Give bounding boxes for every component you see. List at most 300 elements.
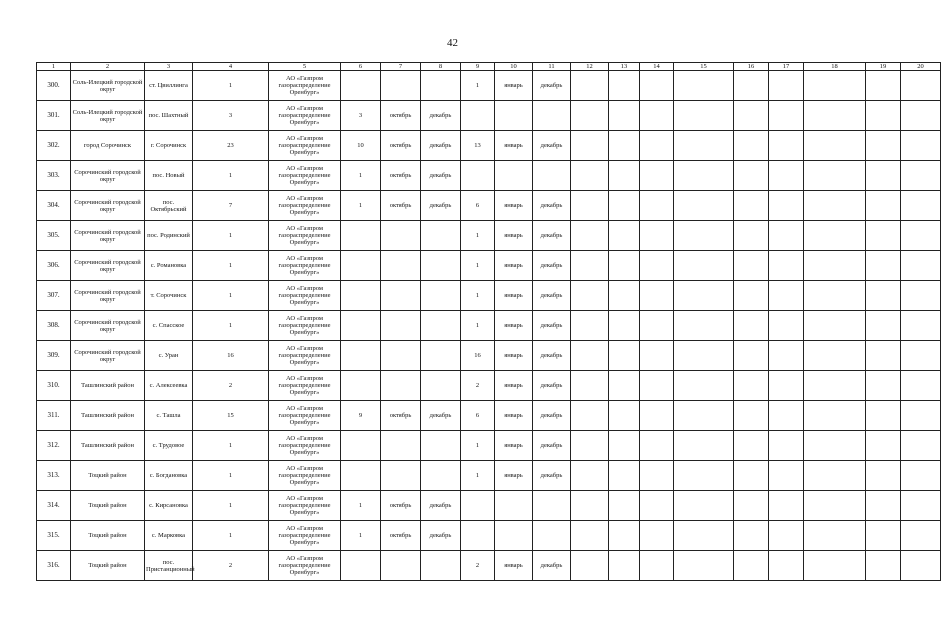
row-number: 309. (37, 341, 71, 371)
col6-cell: 1 (341, 521, 381, 551)
column-number-row (37, 63, 941, 71)
column-number-cell: 15 (674, 63, 734, 71)
empty-cell (804, 431, 866, 461)
col9-cell: 1 (461, 221, 495, 251)
empty-cell (674, 161, 734, 191)
empty-cell (734, 221, 769, 251)
empty-cell (804, 341, 866, 371)
column-number-cell: 16 (734, 63, 769, 71)
table-row (37, 191, 941, 221)
district-cell: Сорочинский городской округ (71, 251, 145, 281)
col7-cell: октябрь (381, 401, 421, 431)
column-number-cell: 8 (421, 63, 461, 71)
col11-cell (533, 101, 571, 131)
col11-cell (533, 161, 571, 191)
empty-cell (571, 101, 609, 131)
empty-cell (901, 341, 941, 371)
district-cell: Ташлинский район (71, 371, 145, 401)
empty-cell (866, 401, 901, 431)
col8-cell (421, 371, 461, 401)
col6-cell: 9 (341, 401, 381, 431)
col10-cell: январь (495, 281, 533, 311)
table-row (37, 131, 941, 161)
count-cell: 1 (193, 431, 269, 461)
column-number-cell: 18 (804, 63, 866, 71)
col6-cell (341, 71, 381, 101)
row-number: 308. (37, 311, 71, 341)
empty-cell (640, 401, 674, 431)
empty-cell (571, 551, 609, 581)
organization-cell: АО «Газпром газораспределение Оренбург» (269, 161, 341, 191)
col9-cell (461, 491, 495, 521)
district-cell: город Сорочинск (71, 131, 145, 161)
col9-cell: 2 (461, 371, 495, 401)
empty-cell (571, 131, 609, 161)
count-cell: 1 (193, 281, 269, 311)
settlement-cell: пос. Октябрьский (145, 191, 193, 221)
table-row (37, 521, 941, 551)
empty-cell (674, 281, 734, 311)
col8-cell (421, 551, 461, 581)
col9-cell: 1 (461, 281, 495, 311)
empty-cell (804, 311, 866, 341)
empty-cell (769, 101, 804, 131)
column-number-cell: 2 (71, 63, 145, 71)
col8-cell (421, 311, 461, 341)
empty-cell (901, 281, 941, 311)
organization-cell: АО «Газпром газораспределение Оренбург» (269, 401, 341, 431)
count-cell: 7 (193, 191, 269, 221)
row-number: 304. (37, 191, 71, 221)
district-cell: Тоцкий район (71, 551, 145, 581)
col9-cell: 16 (461, 341, 495, 371)
empty-cell (674, 401, 734, 431)
empty-cell (769, 491, 804, 521)
empty-cell (901, 461, 941, 491)
empty-cell (866, 431, 901, 461)
empty-cell (901, 311, 941, 341)
empty-cell (609, 461, 640, 491)
organization-cell: АО «Газпром газораспределение Оренбург» (269, 431, 341, 461)
col8-cell (421, 281, 461, 311)
empty-cell (866, 281, 901, 311)
empty-cell (866, 311, 901, 341)
empty-cell (571, 401, 609, 431)
col11-cell: декабрь (533, 431, 571, 461)
col7-cell: октябрь (381, 161, 421, 191)
table-row (37, 401, 941, 431)
column-number-cell: 20 (901, 63, 941, 71)
empty-cell (804, 191, 866, 221)
empty-cell (901, 431, 941, 461)
col10-cell: январь (495, 551, 533, 581)
empty-cell (901, 251, 941, 281)
table-row (37, 251, 941, 281)
empty-cell (769, 251, 804, 281)
col8-cell (421, 461, 461, 491)
district-cell: Сорочинский городской округ (71, 191, 145, 221)
table-row (37, 221, 941, 251)
col11-cell: декабрь (533, 131, 571, 161)
col8-cell: декабрь (421, 521, 461, 551)
row-number: 306. (37, 251, 71, 281)
empty-cell (866, 371, 901, 401)
table-row (37, 71, 941, 101)
gasification-table (36, 62, 941, 581)
col6-cell (341, 371, 381, 401)
empty-cell (901, 221, 941, 251)
table-row (37, 311, 941, 341)
district-cell: Тоцкий район (71, 491, 145, 521)
empty-cell (804, 101, 866, 131)
empty-cell (571, 251, 609, 281)
col10-cell: январь (495, 311, 533, 341)
empty-cell (571, 161, 609, 191)
district-cell: Соль-Илецкий городской округ (71, 71, 145, 101)
col7-cell: октябрь (381, 191, 421, 221)
col6-cell: 1 (341, 491, 381, 521)
row-number: 311. (37, 401, 71, 431)
col6-cell (341, 431, 381, 461)
empty-cell (866, 491, 901, 521)
empty-cell (769, 311, 804, 341)
empty-cell (571, 521, 609, 551)
col9-cell: 1 (461, 71, 495, 101)
empty-cell (674, 551, 734, 581)
organization-cell: АО «Газпром газораспределение Оренбург» (269, 221, 341, 251)
empty-cell (609, 491, 640, 521)
empty-cell (734, 131, 769, 161)
empty-cell (734, 311, 769, 341)
empty-cell (804, 161, 866, 191)
empty-cell (734, 461, 769, 491)
empty-cell (674, 191, 734, 221)
district-cell: Сорочинский городской округ (71, 281, 145, 311)
empty-cell (640, 461, 674, 491)
district-cell: Ташлинский район (71, 401, 145, 431)
col7-cell: октябрь (381, 491, 421, 521)
empty-cell (640, 251, 674, 281)
col8-cell: декабрь (421, 131, 461, 161)
col9-cell (461, 161, 495, 191)
settlement-cell: пос. Пристанционный (145, 551, 193, 581)
col7-cell (381, 371, 421, 401)
column-number-cell: 12 (571, 63, 609, 71)
col11-cell: декабрь (533, 251, 571, 281)
empty-cell (804, 551, 866, 581)
empty-cell (866, 521, 901, 551)
empty-cell (866, 461, 901, 491)
empty-cell (769, 221, 804, 251)
empty-cell (640, 521, 674, 551)
column-number-cell: 17 (769, 63, 804, 71)
settlement-cell: пос. Родинский (145, 221, 193, 251)
organization-cell: АО «Газпром газораспределение Оренбург» (269, 371, 341, 401)
empty-cell (674, 371, 734, 401)
empty-cell (609, 551, 640, 581)
empty-cell (901, 551, 941, 581)
empty-cell (640, 341, 674, 371)
empty-cell (609, 101, 640, 131)
column-number-cell: 7 (381, 63, 421, 71)
col10-cell (495, 161, 533, 191)
empty-cell (866, 131, 901, 161)
col11-cell: декабрь (533, 191, 571, 221)
empty-cell (866, 161, 901, 191)
empty-cell (901, 71, 941, 101)
empty-cell (901, 401, 941, 431)
count-cell: 1 (193, 161, 269, 191)
empty-cell (804, 521, 866, 551)
col8-cell (421, 221, 461, 251)
col10-cell: январь (495, 431, 533, 461)
empty-cell (674, 491, 734, 521)
empty-cell (901, 491, 941, 521)
empty-cell (734, 101, 769, 131)
empty-cell (609, 521, 640, 551)
column-number-cell: 11 (533, 63, 571, 71)
col8-cell (421, 341, 461, 371)
organization-cell: АО «Газпром газораспределение Оренбург» (269, 461, 341, 491)
empty-cell (674, 251, 734, 281)
column-number-cell: 3 (145, 63, 193, 71)
empty-cell (609, 251, 640, 281)
organization-cell: АО «Газпром газораспределение Оренбург» (269, 491, 341, 521)
table-row (37, 431, 941, 461)
empty-cell (769, 461, 804, 491)
empty-cell (640, 311, 674, 341)
count-cell: 3 (193, 101, 269, 131)
col11-cell (533, 491, 571, 521)
district-cell: Сорочинский городской округ (71, 341, 145, 371)
empty-cell (734, 161, 769, 191)
col9-cell: 2 (461, 551, 495, 581)
col9-cell (461, 101, 495, 131)
empty-cell (866, 101, 901, 131)
empty-cell (571, 281, 609, 311)
empty-cell (901, 521, 941, 551)
row-number: 316. (37, 551, 71, 581)
col10-cell: январь (495, 71, 533, 101)
col10-cell (495, 521, 533, 551)
empty-cell (769, 401, 804, 431)
col9-cell: 13 (461, 131, 495, 161)
col9-cell: 1 (461, 461, 495, 491)
table-row (37, 371, 941, 401)
row-number: 313. (37, 461, 71, 491)
district-cell: Тоцкий район (71, 461, 145, 491)
table-row (37, 551, 941, 581)
empty-cell (769, 131, 804, 161)
column-number-cell: 9 (461, 63, 495, 71)
empty-cell (674, 461, 734, 491)
col10-cell: январь (495, 131, 533, 161)
row-number: 305. (37, 221, 71, 251)
settlement-cell: с. Алексеевка (145, 371, 193, 401)
settlement-cell: пос. Новый (145, 161, 193, 191)
column-number-cell: 10 (495, 63, 533, 71)
empty-cell (609, 311, 640, 341)
empty-cell (901, 131, 941, 161)
settlement-cell: с. Романовка (145, 251, 193, 281)
empty-cell (866, 221, 901, 251)
empty-cell (571, 71, 609, 101)
empty-cell (640, 191, 674, 221)
empty-cell (609, 431, 640, 461)
empty-cell (571, 491, 609, 521)
col8-cell: декабрь (421, 161, 461, 191)
count-cell: 16 (193, 341, 269, 371)
table-row (37, 341, 941, 371)
column-number-cell: 14 (640, 63, 674, 71)
empty-cell (804, 131, 866, 161)
district-cell: Соль-Илецкий городской округ (71, 101, 145, 131)
empty-cell (734, 431, 769, 461)
empty-cell (769, 551, 804, 581)
empty-cell (609, 371, 640, 401)
col6-cell (341, 311, 381, 341)
settlement-cell: с. Трудовое (145, 431, 193, 461)
col6-cell (341, 251, 381, 281)
table-row (37, 161, 941, 191)
empty-cell (769, 161, 804, 191)
empty-cell (640, 221, 674, 251)
empty-cell (571, 371, 609, 401)
col9-cell: 6 (461, 191, 495, 221)
empty-cell (866, 341, 901, 371)
col7-cell (381, 431, 421, 461)
table-row (37, 281, 941, 311)
col6-cell (341, 461, 381, 491)
col6-cell (341, 221, 381, 251)
col7-cell (381, 311, 421, 341)
count-cell: 23 (193, 131, 269, 161)
organization-cell: АО «Газпром газораспределение Оренбург» (269, 341, 341, 371)
settlement-cell: с. Богдановка (145, 461, 193, 491)
empty-cell (769, 191, 804, 221)
organization-cell: АО «Газпром газораспределение Оренбург» (269, 131, 341, 161)
table-row (37, 101, 941, 131)
empty-cell (734, 371, 769, 401)
column-number-cell: 1 (37, 63, 71, 71)
empty-cell (901, 371, 941, 401)
empty-cell (674, 431, 734, 461)
row-number: 301. (37, 101, 71, 131)
col11-cell: декабрь (533, 281, 571, 311)
row-number: 302. (37, 131, 71, 161)
empty-cell (674, 521, 734, 551)
empty-cell (571, 341, 609, 371)
col10-cell: январь (495, 341, 533, 371)
col8-cell (421, 71, 461, 101)
empty-cell (769, 281, 804, 311)
empty-cell (640, 131, 674, 161)
empty-cell (640, 71, 674, 101)
organization-cell: АО «Газпром газораспределение Оренбург» (269, 281, 341, 311)
col7-cell (381, 71, 421, 101)
empty-cell (804, 221, 866, 251)
col10-cell: январь (495, 401, 533, 431)
empty-cell (804, 71, 866, 101)
settlement-cell: с. Марковка (145, 521, 193, 551)
col11-cell: декабрь (533, 551, 571, 581)
col7-cell (381, 341, 421, 371)
organization-cell: АО «Газпром газораспределение Оренбург» (269, 71, 341, 101)
organization-cell: АО «Газпром газораспределение Оренбург» (269, 521, 341, 551)
empty-cell (571, 191, 609, 221)
empty-cell (804, 491, 866, 521)
empty-cell (734, 521, 769, 551)
empty-cell (734, 491, 769, 521)
col11-cell: декабрь (533, 461, 571, 491)
empty-cell (640, 551, 674, 581)
empty-cell (866, 251, 901, 281)
col6-cell (341, 341, 381, 371)
col10-cell: январь (495, 191, 533, 221)
settlement-cell: г. Сорочинск (145, 131, 193, 161)
col7-cell: октябрь (381, 131, 421, 161)
empty-cell (769, 521, 804, 551)
col11-cell (533, 521, 571, 551)
empty-cell (640, 431, 674, 461)
count-cell: 2 (193, 371, 269, 401)
empty-cell (640, 371, 674, 401)
empty-cell (571, 221, 609, 251)
empty-cell (734, 551, 769, 581)
empty-cell (769, 371, 804, 401)
organization-cell: АО «Газпром газораспределение Оренбург» (269, 101, 341, 131)
col8-cell: декабрь (421, 401, 461, 431)
col10-cell (495, 101, 533, 131)
table-row (37, 491, 941, 521)
empty-cell (804, 401, 866, 431)
table-row (37, 461, 941, 491)
col6-cell (341, 551, 381, 581)
col8-cell: декабрь (421, 191, 461, 221)
empty-cell (609, 131, 640, 161)
empty-cell (866, 551, 901, 581)
page-number: 42 (447, 37, 458, 49)
col11-cell: декабрь (533, 371, 571, 401)
col6-cell: 1 (341, 191, 381, 221)
empty-cell (769, 71, 804, 101)
count-cell: 2 (193, 551, 269, 581)
col11-cell: декабрь (533, 221, 571, 251)
col6-cell: 3 (341, 101, 381, 131)
organization-cell: АО «Газпром газораспределение Оренбург» (269, 311, 341, 341)
col9-cell: 1 (461, 431, 495, 461)
col8-cell: декабрь (421, 101, 461, 131)
col7-cell (381, 281, 421, 311)
empty-cell (609, 341, 640, 371)
empty-cell (901, 161, 941, 191)
district-cell: Сорочинский городской округ (71, 311, 145, 341)
col6-cell (341, 281, 381, 311)
settlement-cell: с. Спасское (145, 311, 193, 341)
count-cell: 1 (193, 71, 269, 101)
empty-cell (674, 341, 734, 371)
count-cell: 15 (193, 401, 269, 431)
organization-cell: АО «Газпром газораспределение Оренбург» (269, 251, 341, 281)
district-cell: Сорочинский городской округ (71, 221, 145, 251)
col11-cell: декабрь (533, 341, 571, 371)
settlement-cell: с. Ташла (145, 401, 193, 431)
empty-cell (769, 431, 804, 461)
col10-cell (495, 491, 533, 521)
empty-cell (804, 251, 866, 281)
empty-cell (804, 371, 866, 401)
empty-cell (866, 191, 901, 221)
